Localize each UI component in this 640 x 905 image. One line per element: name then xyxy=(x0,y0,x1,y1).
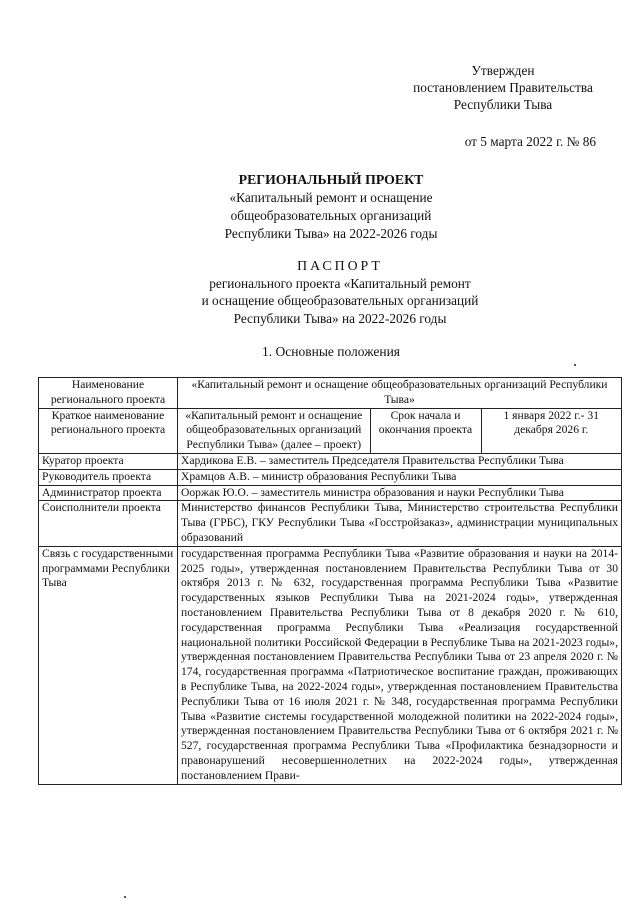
approval-line-1: Утвержден xyxy=(471,63,535,78)
approval-line-3: Республики Тыва xyxy=(453,97,553,112)
cell-term-value: 1 января 2022 г.- 31 декабря 2026 г. xyxy=(503,408,599,437)
scan-speck xyxy=(124,896,126,898)
cell-label: Администратор проекта xyxy=(39,485,178,501)
approval-line-2: постановлением Правительства xyxy=(413,80,593,95)
passport-line-1: регионального проекта «Капитальный ремонт xyxy=(209,275,471,291)
cell-value: Хардикова Е.В. – заместитель Председателя Правительства Республики Тыва xyxy=(178,453,622,469)
cell-label: Руководитель проекта xyxy=(39,469,178,485)
cell-value: Ооржак Ю.О. – заместитель министра образования и науки Республики Тыва xyxy=(178,485,622,501)
project-name-line-2: общеобразовательных организаций xyxy=(230,208,432,223)
cell-value: Храмцов А.В. – министр образования Республики Тыва xyxy=(178,469,622,485)
table-row-curator xyxy=(39,453,622,469)
cell-inner-wrap xyxy=(178,408,622,453)
passport-title-block xyxy=(40,257,640,327)
table-row-coexecutors xyxy=(39,501,622,546)
project-name-line-1: «Капитальный ремонт и оснащение xyxy=(229,190,433,205)
table-row-admin xyxy=(39,485,622,501)
approval-date: от 5 марта 2022 г. № 86 xyxy=(464,134,596,149)
table-row-head xyxy=(39,469,622,485)
project-name-line-3: Республики Тыва» на 2022-2026 годы xyxy=(224,226,438,241)
cell-label: Куратор проекта xyxy=(39,453,178,469)
passport-line-2: и оснащение общеобразовательных организаций xyxy=(201,293,479,308)
cell-label: Наименование регионального проекта xyxy=(39,378,178,409)
cell-label: Соисполнители проекта xyxy=(39,501,178,546)
cell-term-label: Срок начала и окончания проекта xyxy=(370,409,481,453)
short-name-subtable xyxy=(178,409,621,453)
approval-block xyxy=(380,62,626,150)
project-title-block xyxy=(40,171,622,243)
passport-heading: ПАСПОРТ xyxy=(297,258,383,273)
cell-value: Министерство финансов Республики Тыва, Министерство строительства Республики Тыва (ГРБС), ГКУ Республики Тыва «Госстройзаказ», администрации муниципальных образований xyxy=(178,501,622,546)
cell-short-name: «Капитальный ремонт и оснащение общеобразовательных организаций Республики Тыва» (далее – проект) xyxy=(178,409,370,453)
cell-label: Краткое наименование регионального проекта xyxy=(39,408,178,453)
cell-label: Связь с государственными программами Республики Тыва xyxy=(39,546,178,784)
scan-speck xyxy=(574,364,576,366)
cell-value: «Капитальный ремонт и оснащение общеобразовательных организаций Республики Тыва» xyxy=(178,378,622,409)
table-row-short-name xyxy=(39,408,622,453)
table-row-name xyxy=(39,378,622,409)
project-heading: РЕГИОНАЛЬНЫЙ ПРОЕКТ xyxy=(238,172,424,187)
basic-provisions-table xyxy=(38,377,622,785)
table-row-programs xyxy=(39,546,622,784)
section-title: 1. Основные положения xyxy=(262,344,400,359)
passport-line-3: Республики Тыва» на 2022-2026 годы xyxy=(233,310,447,326)
cell-value: государственная программа Республики Тыва «Развитие образования и науки на 2014-2025 годы», утвержденная постановлением Правительства Республики Тыва от 30 октября 2013 г. № 632, государственная программа Республики Тыва «Развитие государственных языков Республики Тыва на 2021-2024 годы», утвержденная постановлением Правительства Республики Тыва от 8 декабря 2020 г. № 610, государственная программа Республики Тыва «Реализация государственной национальной политики Российской Федерации в Республике Тыва на 2021-2023 годы», утвержденная постановлением Правительства Республики Тыва от 23 апреля 2020 г. № 174, государственная программа «Патриотическое воспитание граждан, проживающих в Республике Тыва, на 2022-2024 годы», утвержденная постановлением Правительства Республики Тыва от 16 июля 2021 г. № 348, государственная программа Республики Тыва «Развитие системы государственной молодежной политики на 2022-2024 годы», утвержденная постановлением Правительства Республики Тыва от 6 октября 2021 г. № 527, государственная программа Республики Тыва «Профилактика безнадзорности и правонарушений несовершеннолетних на 2022-2024 годы», утвержденная постановлением Прави- xyxy=(178,546,622,784)
